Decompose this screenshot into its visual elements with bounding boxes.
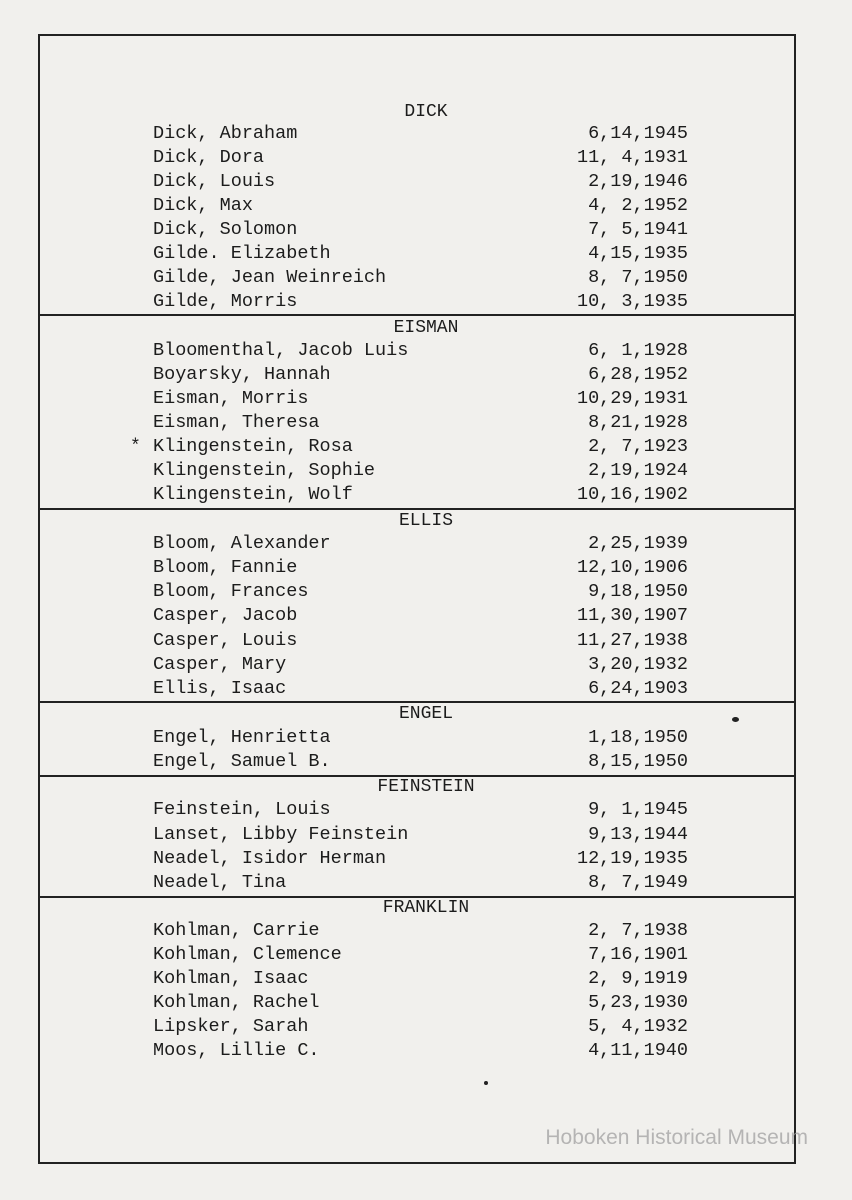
entry-name: Bloom, Frances <box>153 581 309 602</box>
entry-name: Klingenstein, Sophie <box>153 460 376 481</box>
section-heading-ellis: ELLIS <box>398 511 453 531</box>
entry-name: Casper, Jacob <box>153 605 298 626</box>
entry-date: 11,30,1907 <box>576 605 688 626</box>
entry-date: 12,19,1935 <box>576 848 688 869</box>
entry-name: Dick, Dora <box>153 147 265 168</box>
entry-date: 7,16,1901 <box>588 944 688 965</box>
entry-name: Moos, Lillie C. <box>153 1040 320 1061</box>
entry-name: Feinstein, Louis <box>153 799 331 820</box>
entry-date: 4, 2,1952 <box>588 195 688 216</box>
section-heading-franklin: FRANKLIN <box>382 898 470 918</box>
entry-date: 2,25,1939 <box>588 533 688 554</box>
entry-name: Bloom, Fannie <box>153 557 298 578</box>
entry-name: Kohlman, Isaac <box>153 968 309 989</box>
ink-speck <box>732 717 739 722</box>
entry-date: 9,13,1944 <box>588 824 688 845</box>
entry-date: 12,10,1906 <box>576 557 688 578</box>
entry-name: Kohlman, Clemence <box>153 944 342 965</box>
entry-date: 9, 1,1945 <box>588 799 688 820</box>
entry-date: 2, 7,1938 <box>588 920 688 941</box>
entry-name: Lipsker, Sarah <box>153 1016 309 1037</box>
entry-date: 9,18,1950 <box>588 581 688 602</box>
entry-date: 5, 4,1932 <box>588 1016 688 1037</box>
entry-date: 2,19,1924 <box>588 460 688 481</box>
entry-date: 4,15,1935 <box>588 243 688 264</box>
entry-date: 2,19,1946 <box>588 171 688 192</box>
section-heading-eisman: EISMAN <box>393 318 459 338</box>
entry-name: Eisman, Morris <box>153 388 309 409</box>
entry-date: 5,23,1930 <box>588 992 688 1013</box>
entry-date: 6, 1,1928 <box>588 340 688 361</box>
entry-name: Eisman, Theresa <box>153 412 320 433</box>
entry-name: Klingenstein, Rosa <box>153 436 353 457</box>
entry-date: 6,14,1945 <box>588 123 688 144</box>
entry-name: Ellis, Isaac <box>153 678 287 699</box>
entry-date: 11, 4,1931 <box>576 147 688 168</box>
entry-date: 10, 3,1935 <box>576 291 688 312</box>
entry-name: Gilde, Morris <box>153 291 298 312</box>
entry-name: Dick, Max <box>153 195 253 216</box>
entry-date: 4,11,1940 <box>588 1040 688 1061</box>
section-heading-engel: ENGEL <box>398 704 453 724</box>
entry-date: 2, 7,1923 <box>588 436 688 457</box>
entry-name: Dick, Louis <box>153 171 276 192</box>
entry-name: Bloom, Alexander <box>153 533 331 554</box>
entry-name: Lanset, Libby Feinstein <box>153 824 409 845</box>
entry-date: 8, 7,1950 <box>588 267 688 288</box>
watermark: Hoboken Historical Museum <box>545 1126 808 1149</box>
entry-date: 6,24,1903 <box>588 678 688 699</box>
entry-name: Klingenstein, Wolf <box>153 484 353 505</box>
entry-date: 8,21,1928 <box>588 412 688 433</box>
entry-name: Neadel, Tina <box>153 872 287 893</box>
entry-date: 10,29,1931 <box>576 388 688 409</box>
entry-name: Bloomenthal, Jacob Luis <box>153 340 409 361</box>
section-heading-dick: DICK <box>404 102 448 122</box>
entry-name: Kohlman, Rachel <box>153 992 320 1013</box>
entry-date: 8, 7,1949 <box>588 872 688 893</box>
entry-date: 11,27,1938 <box>576 630 688 651</box>
entry-name: Casper, Mary <box>153 654 287 675</box>
entry-name: Boyarsky, Hannah <box>153 364 331 385</box>
entry-date: 1,18,1950 <box>588 727 688 748</box>
entry-date: 3,20,1932 <box>588 654 688 675</box>
ink-speck <box>484 1081 488 1085</box>
entry-name: Gilde, Jean Weinreich <box>153 267 387 288</box>
entry-name: Engel, Samuel B. <box>153 751 331 772</box>
asterisk-marker: * <box>130 437 141 457</box>
entry-name: Casper, Louis <box>153 630 298 651</box>
entry-name: Kohlman, Carrie <box>153 920 320 941</box>
entry-name: Neadel, Isidor Herman <box>153 848 387 869</box>
entry-name: Gilde. Elizabeth <box>153 243 331 264</box>
entry-name: Engel, Henrietta <box>153 727 331 748</box>
section-heading-feinstein: FEINSTEIN <box>377 777 475 797</box>
entry-date: 6,28,1952 <box>588 364 688 385</box>
entry-date: 2, 9,1919 <box>588 968 688 989</box>
entry-date: 10,16,1902 <box>576 484 688 505</box>
entry-name: Dick, Solomon <box>153 219 298 240</box>
entry-name: Dick, Abraham <box>153 123 298 144</box>
entry-date: 8,15,1950 <box>588 751 688 772</box>
entry-date: 7, 5,1941 <box>588 219 688 240</box>
